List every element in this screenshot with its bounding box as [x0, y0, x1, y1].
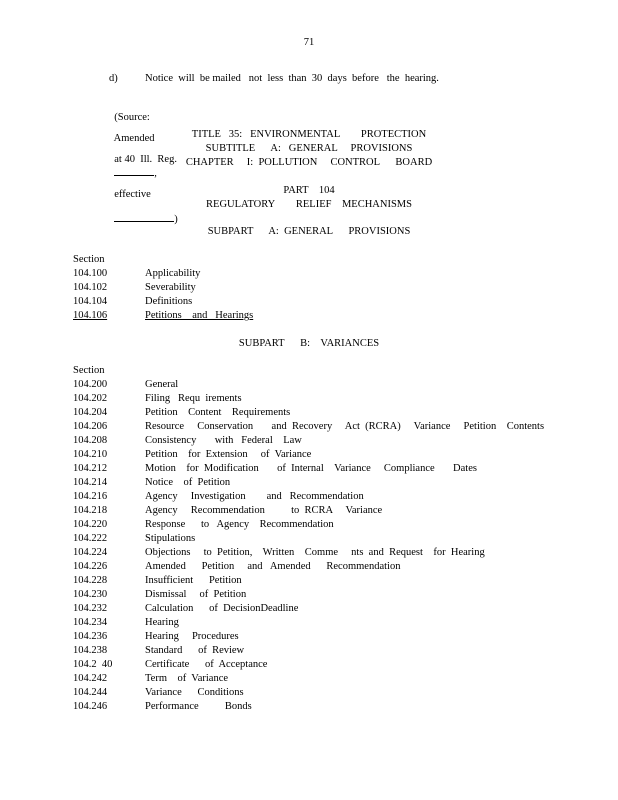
section-name: Calculation of DecisionDeadline	[145, 603, 299, 614]
section-number: 104.208	[73, 435, 108, 446]
section-number: 104.100	[73, 268, 108, 279]
section-name: Variance Conditions	[145, 687, 244, 698]
section-name: Petition Content Requirements	[145, 407, 291, 418]
section-name: Term of Variance	[145, 673, 229, 684]
section-number: 104.228	[73, 575, 108, 586]
section-number: 104.104	[73, 296, 108, 307]
subtitle-heading: SUBTITLE A: GENERAL PROVISIONS	[205, 143, 413, 154]
section-number: 104.218	[73, 505, 108, 516]
source-open: (Source:	[114, 111, 150, 123]
section-number: 104.106	[73, 310, 108, 321]
subpart-b-heading: SUBPART B: VARIANCES	[238, 338, 380, 349]
section-number: 104.212	[73, 463, 108, 474]
section-number: 104.226	[73, 561, 108, 572]
section-name: Agency Recommendation to RCRA Variance	[145, 505, 383, 516]
section-name: Agency Investigation and Recommendation	[145, 491, 364, 502]
section-number: 104.210	[73, 449, 108, 460]
section-number: 104.230	[73, 589, 108, 600]
item-d-marker: d)	[109, 73, 118, 84]
section-name: Definitions	[145, 296, 193, 307]
section-number: 104.246	[73, 701, 108, 712]
subpart-a-heading: SUBPART A: GENERAL PROVISIONS	[207, 226, 411, 237]
section-number: 104.202	[73, 393, 108, 404]
section-number: 104.216	[73, 491, 108, 502]
section-name: Objections to Petition, Written Comme nts and Request for Hearing	[145, 547, 485, 558]
section-number: 104.2 40	[73, 659, 113, 670]
part-name-heading: REGULATORY RELIEF MECHANISMS	[206, 199, 412, 210]
section-number: 104.214	[73, 477, 108, 488]
section-name: Petition for Extension of Variance	[145, 449, 312, 460]
section-name: Hearing	[145, 617, 179, 628]
section-number: 104.200	[73, 379, 108, 390]
section-name: Stipulations	[145, 533, 196, 544]
part-heading: PART 104	[283, 185, 335, 196]
title-heading: TITLE 35: ENVIRONMENTAL PROTECTION	[191, 129, 427, 140]
section-number: 104.206	[73, 421, 108, 432]
section-number: 104.242	[73, 673, 108, 684]
section-number: 104.236	[73, 631, 108, 642]
section-number: 104.102	[73, 282, 108, 293]
section-name: Standard of Review	[145, 645, 245, 656]
source-comma: ,	[154, 168, 157, 179]
section-name: General	[145, 379, 179, 390]
section-name: Dismissal of Petition	[145, 589, 247, 600]
item-d-text: Notice will be mailed not less than 30 days before the hearing.	[145, 73, 439, 84]
section-name: Consistency with Federal Law	[145, 435, 302, 446]
source-reg: at 40 Ill. Reg.	[114, 153, 177, 165]
source-close: )	[174, 214, 178, 225]
section-name: Applicability	[145, 268, 201, 279]
section-number: 104.244	[73, 687, 108, 698]
chapter-heading: CHAPTER I: POLLUTION CONTROL BOARD	[185, 157, 433, 168]
section-number: 104.234	[73, 617, 108, 628]
section-name: Hearing Procedures	[145, 631, 239, 642]
section-name: Petitions and Hearings	[145, 310, 254, 321]
section-name: Severability	[145, 282, 196, 293]
section-name: Amended Petition and Amended Recommendation	[145, 561, 401, 572]
section-number: 104.224	[73, 547, 108, 558]
section-number: 104.238	[73, 645, 108, 656]
section-number: 104.222	[73, 533, 108, 544]
section-name: Resource Conservation and Recovery Act (RCRA) Variance Petition Contents	[145, 421, 545, 432]
source-amended: Amended	[113, 132, 155, 144]
section-name: Motion for Modification of Internal Variance Compliance Dates	[145, 463, 477, 474]
section-number: 104.204	[73, 407, 108, 418]
section-name: Certificate of Acceptance	[145, 659, 268, 670]
section-name: Response to Agency Recommendation	[145, 519, 334, 530]
section-number: 104.232	[73, 603, 108, 614]
effective-blank	[114, 211, 174, 222]
source-effective: effective	[114, 189, 151, 200]
section-name: Performance Bonds	[145, 701, 252, 712]
section-name: Filing Requ irements	[145, 393, 242, 404]
section-number: 104.220	[73, 519, 108, 530]
page-number: 71	[303, 37, 315, 48]
section-name: Insufficient Petition	[145, 575, 242, 586]
section-name: Notice of Petition	[145, 477, 231, 488]
